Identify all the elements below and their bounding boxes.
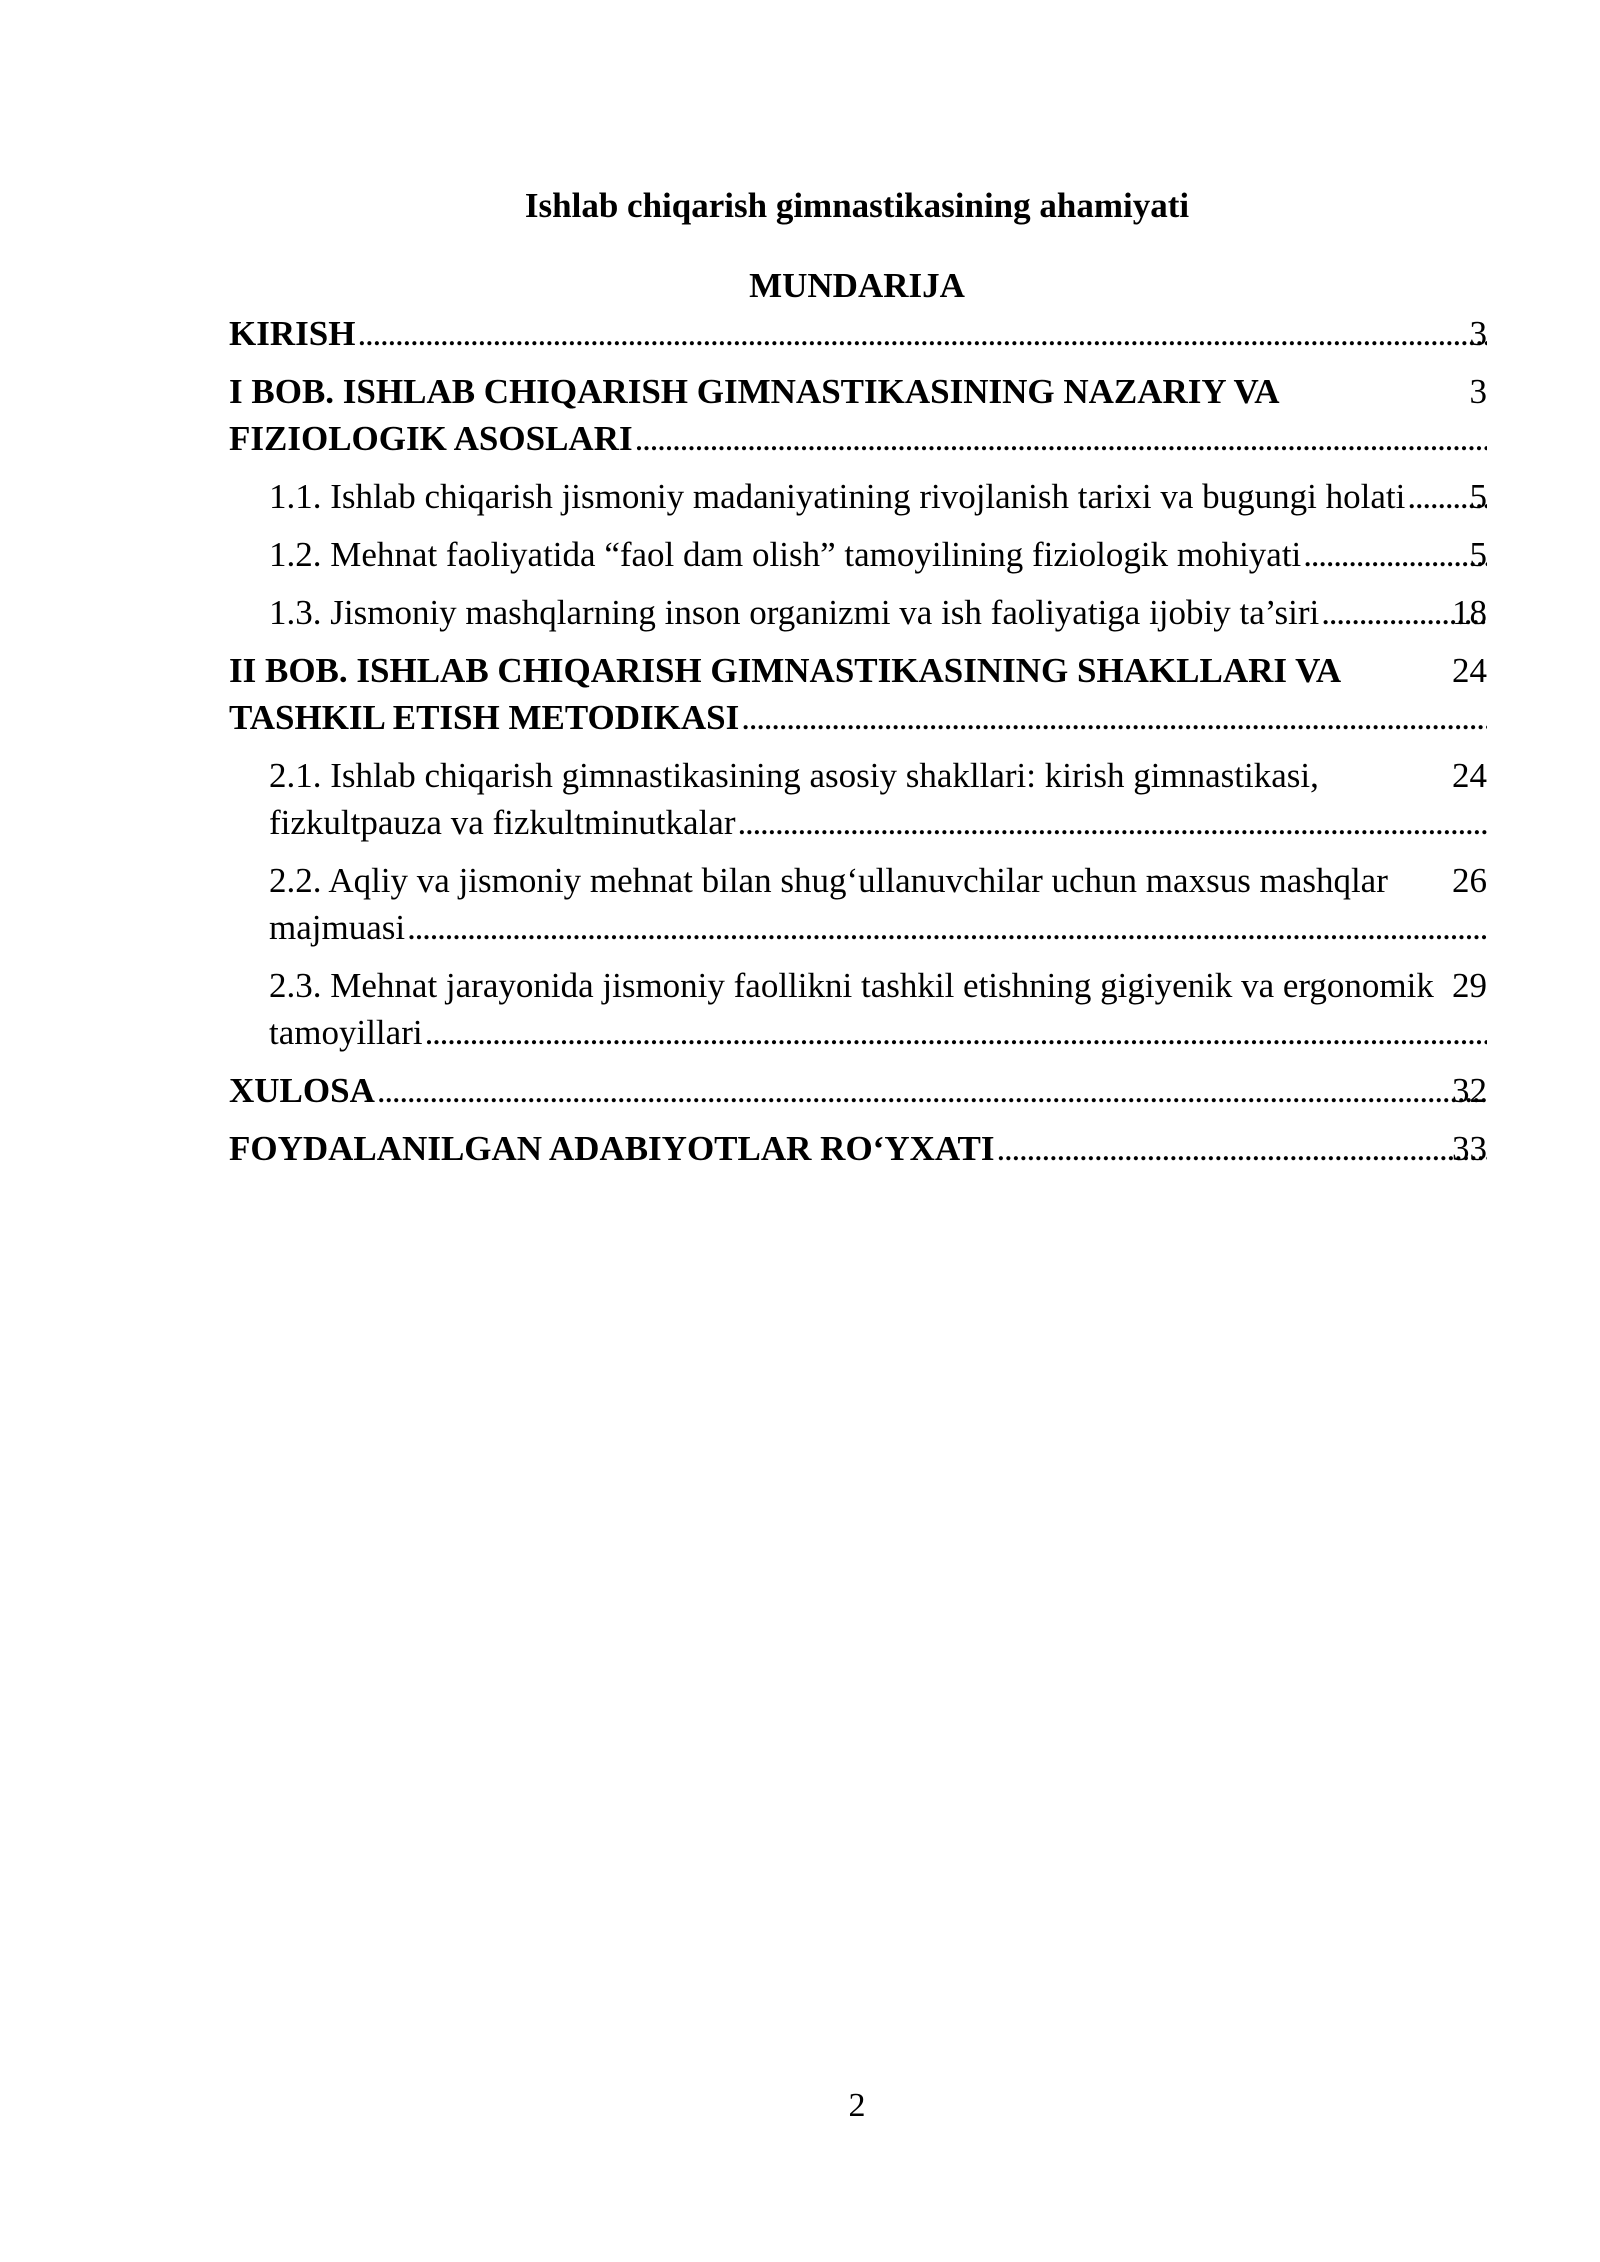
table-of-contents	[229, 310, 1487, 1172]
toc-entry-section-1-1	[229, 473, 1487, 520]
toc-entry-section-2-1	[229, 752, 1487, 846]
toc-entry-label: 1.3. Jismoniy mashqlarning inson organizmi va ish faoliyatiga ijobiy ta’siri . . .	[269, 593, 1319, 632]
toc-entry-label: II BOB. ISHLAB CHIQARISH GIMNASTIKASINING SHAKLLARI VA TASHKIL ETISH METODIKASI . . .	[229, 651, 1341, 737]
toc-page-number: 24	[1450, 647, 1487, 694]
toc-entry-references	[229, 1125, 1487, 1172]
toc-entry-chapter-1	[229, 368, 1487, 462]
toc-entry-xulosa	[229, 1067, 1487, 1114]
toc-page-number: 26	[1450, 857, 1487, 904]
toc-entry-label: 2.1. Ishlab chiqarish gimnastikasining asosiy shakllari: kirish gimnastikasi, fizkultpauza va fizkultminutkalar . . .	[269, 756, 1319, 842]
toc-heading: MUNDARIJA	[749, 266, 965, 305]
toc-entry-label: FOYDALANILGAN ADABIYOTLAR RO‘YXATI . . .	[229, 1129, 995, 1168]
toc-entry-label: 1.2. Mehnat faoliyatida “faol dam olish” tamoyilining fiziologik mohiyati . . .	[269, 535, 1301, 574]
toc-entry-label: XULOSA . . .	[229, 1071, 375, 1110]
toc-entry-label: 2.2. Aqliy va jismoniy mehnat bilan shug‘ullanuvchilar uchun maxsus mashqlar majmuasi . . .	[269, 861, 1388, 947]
toc-entry-label: KIRISH . . .	[229, 314, 355, 353]
page-number: 2	[848, 2087, 866, 2124]
toc-entry-kirish	[229, 310, 1487, 357]
toc-page-number: 3	[1468, 368, 1488, 415]
document-title: Ishlab chiqarish gimnastikasining ahamiyati	[524, 186, 1190, 225]
toc-entry-section-2-2	[229, 857, 1487, 951]
toc-entry-label: 2.3. Mehnat jarayonida jismoniy faollikni tashkil etishning gigiyenik va ergonomik tamoyillari . . .	[269, 966, 1434, 1052]
toc-entry-section-1-3	[229, 589, 1487, 636]
toc-page-number: 29	[1450, 962, 1487, 1009]
toc-entry-section-1-2	[229, 531, 1487, 578]
toc-entry-section-2-3	[229, 962, 1487, 1056]
toc-page-number: 24	[1450, 752, 1487, 799]
toc-entry-label: 1.1. Ishlab chiqarish jismoniy madaniyatining rivojlanish tarixi va bugungi holati . . .	[269, 477, 1405, 516]
toc-entry-label: I BOB. ISHLAB CHIQARISH GIMNASTIKASINING NAZARIY VA FIZIOLOGIK ASOSLARI . . .	[229, 372, 1280, 458]
toc-entry-chapter-2	[229, 647, 1487, 741]
